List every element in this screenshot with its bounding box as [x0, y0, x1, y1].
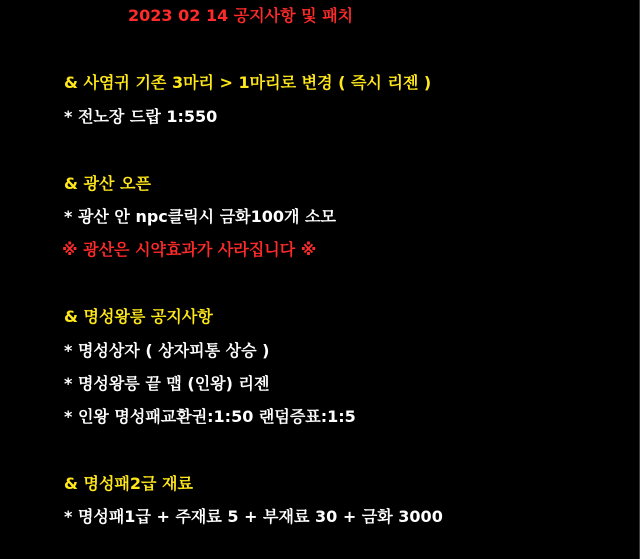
section-heading-saryeomgwi: & 사염귀 기존 3마리 > 1마리로 변경 ( 즉시 리젠 ) [64, 73, 432, 92]
list-item: * 명성왕릉 끝 맵 (인왕) 리젠 [64, 374, 270, 393]
list-item: * 전노장 드랍 1:550 [64, 107, 218, 126]
list-item: * 광산 안 npc클릭시 금화100개 소모 [64, 207, 336, 226]
section-heading-mine: & 광산 오픈 [64, 174, 151, 193]
notice-title: 2023 02 14 공지사항 및 패치 [128, 6, 354, 25]
mine-warning-text: ※ 광산은 시약효과가 사라집니다 ※ [62, 240, 317, 259]
list-item: * 명성상자 ( 상자피통 상승 ) [64, 341, 270, 360]
section-heading-badge-grade2: & 명성패2급 재료 [64, 474, 193, 493]
section-heading-royal-tomb: & 명성왕릉 공지사항 [64, 307, 213, 326]
list-item: * 명성패1급 + 주재료 5 + 부재료 30 + 금화 3000 [64, 507, 443, 526]
list-item: * 인왕 명성패교환권:1:50 랜덤증표:1:5 [64, 407, 356, 426]
